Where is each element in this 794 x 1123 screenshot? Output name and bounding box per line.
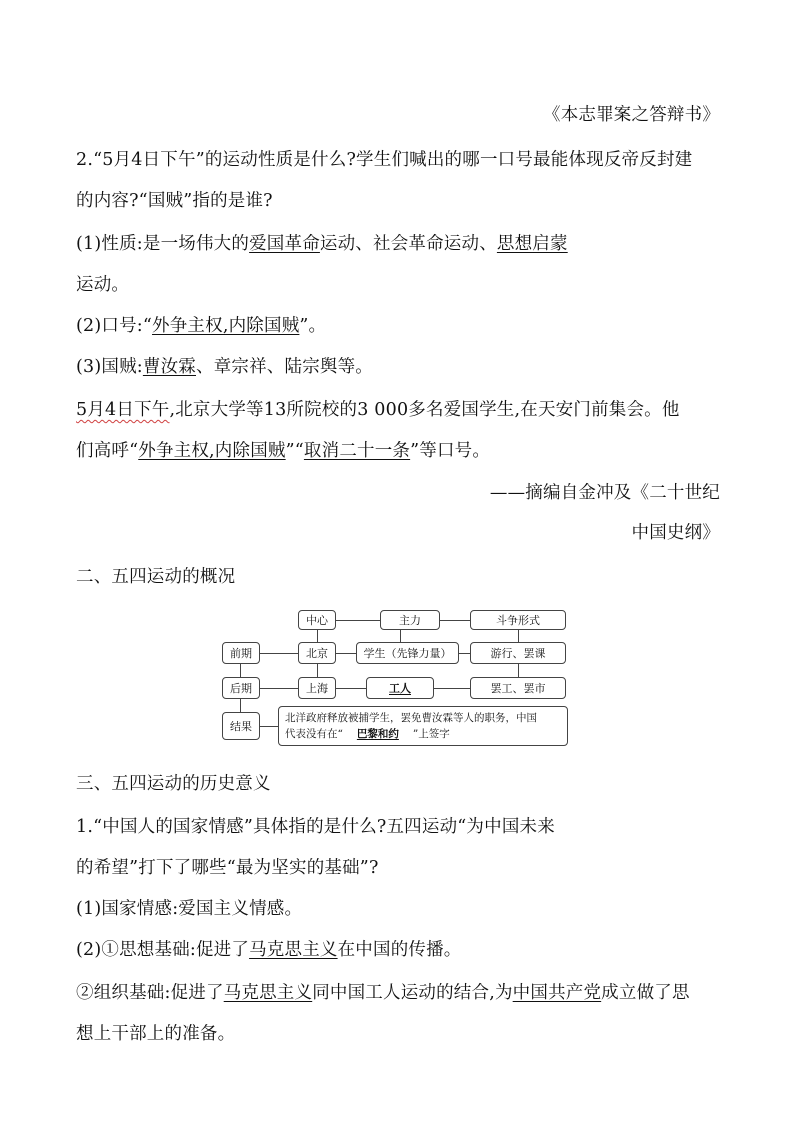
underlined-answer: 马克思主义 xyxy=(223,983,313,1003)
excerpt-text: ,北京大学等13所院校的3 000多名爱国学生,在天安门前集会。他 xyxy=(169,400,680,420)
connector xyxy=(518,664,519,677)
paris-treaty-label: 巴黎和约 xyxy=(356,728,399,740)
excerpt-text: 们高呼“ xyxy=(76,441,139,461)
form-header-box: 斗争形式 xyxy=(470,610,566,630)
result-line-1: 北洋政府释放被捕学生，罢免曹汝霖等人的职务，中国 xyxy=(285,712,537,724)
connector xyxy=(440,620,470,621)
connector xyxy=(240,699,241,712)
connector xyxy=(434,688,470,689)
question-1-line-1: 1.“中国人的国家情感”具体指的是什么?五四运动“为中国未来 xyxy=(76,817,555,837)
result-box: 结果 xyxy=(222,712,260,740)
force-header-box: 主力 xyxy=(380,610,440,630)
answer-text: (3)国贼: xyxy=(76,357,143,377)
late-stage-box: 后期 xyxy=(222,677,260,699)
excerpt-text: ”等口号。 xyxy=(410,441,491,461)
answer-2-1 xyxy=(76,232,720,256)
answer-text: ”。 xyxy=(299,316,327,336)
answer-text: 成立做了思 xyxy=(601,983,690,1003)
excerpt-text: ”“ xyxy=(285,441,304,461)
question-2-line-2: 的内容?“国贼”指的是谁? xyxy=(76,191,273,211)
connector xyxy=(260,688,298,689)
early-form-box: 游行、罢课 xyxy=(470,642,566,664)
center-header-box: 中心 xyxy=(298,610,336,630)
answer-2-1-continued: 运动。 xyxy=(76,275,130,295)
answer-1-2 xyxy=(76,938,720,962)
excerpt-line-1 xyxy=(76,398,720,422)
result-text: ”上签字 xyxy=(412,728,450,740)
excerpt-line-2 xyxy=(76,439,720,463)
connector xyxy=(317,629,318,642)
underlined-answer: 爱国革命 xyxy=(249,234,320,254)
answer-1-3-continued: 想上干部上的准备。 xyxy=(76,1024,236,1044)
connector xyxy=(260,653,298,654)
answer-text: 在中国的传播。 xyxy=(337,940,462,960)
result-detail-box xyxy=(278,706,568,746)
underlined-answer: 曹汝霖 xyxy=(142,357,196,377)
answer-1-1: (1)国家情感:爱国主义情感。 xyxy=(76,899,303,919)
students-box: 学生（先锋力量） xyxy=(356,642,459,664)
question-1-line-2: 的希望”打下了哪些“最为坚实的基础”? xyxy=(76,858,379,878)
beijing-box: 北京 xyxy=(298,642,336,664)
answer-text: 同中国工人运动的结合,为 xyxy=(312,983,513,1003)
wavy-underlined-text: 5月4日下午 xyxy=(76,400,170,420)
underlined-slogan: 取消二十一条 xyxy=(303,441,411,461)
underlined-answer: 思想启蒙 xyxy=(496,234,568,254)
connector xyxy=(336,653,356,654)
connector xyxy=(400,629,401,642)
shanghai-box: 上海 xyxy=(298,677,336,699)
underlined-answer: 中国共产党 xyxy=(512,983,602,1003)
underlined-answer: 外争主权,内除国贼 xyxy=(152,316,300,336)
answer-text: 运动、社会革命运动、 xyxy=(319,234,497,254)
underlined-answer: 马克思主义 xyxy=(249,940,338,960)
answer-text: 、章宗祥、陆宗舆等。 xyxy=(196,357,373,377)
workers-box xyxy=(366,677,434,699)
connector xyxy=(459,653,470,654)
answer-text: ②组织基础:促进了 xyxy=(76,983,224,1003)
answer-text: (2)口号:“ xyxy=(76,316,153,336)
source-reference: 《本志罪案之答辩书》 xyxy=(543,105,720,125)
connector xyxy=(317,664,318,677)
connector xyxy=(260,726,278,727)
workers-label: 工人 xyxy=(389,681,411,695)
excerpt-source-1: ——摘编自金冲及《二十世纪 xyxy=(489,483,720,503)
answer-2-2 xyxy=(76,314,720,338)
answer-text: (2)①思想基础:促进了 xyxy=(76,940,250,960)
may-fourth-overview-diagram xyxy=(222,606,572,750)
late-form-box: 罢工、罢市 xyxy=(470,677,566,699)
answer-text: (1)性质:是一场伟大的 xyxy=(76,234,250,254)
connector xyxy=(240,664,241,677)
answer-2-3 xyxy=(76,355,720,379)
result-line-2 xyxy=(285,726,561,742)
early-stage-box: 前期 xyxy=(222,642,260,664)
section-3-title: 三、五四运动的历史意义 xyxy=(76,774,271,794)
result-text: 代表没有在“ xyxy=(285,728,343,740)
connector xyxy=(518,629,519,642)
question-2-line-1: 2.“5月4日下午”的运动性质是什么?学生们喊出的哪一口号最能体现反帝反封建 xyxy=(76,150,693,170)
answer-1-3 xyxy=(76,981,720,1005)
connector xyxy=(336,688,366,689)
excerpt-source-2: 中国史纲》 xyxy=(631,523,720,543)
section-2-title: 二、五四运动的概况 xyxy=(76,567,236,587)
underlined-slogan: 外争主权,内除国贼 xyxy=(138,441,286,461)
